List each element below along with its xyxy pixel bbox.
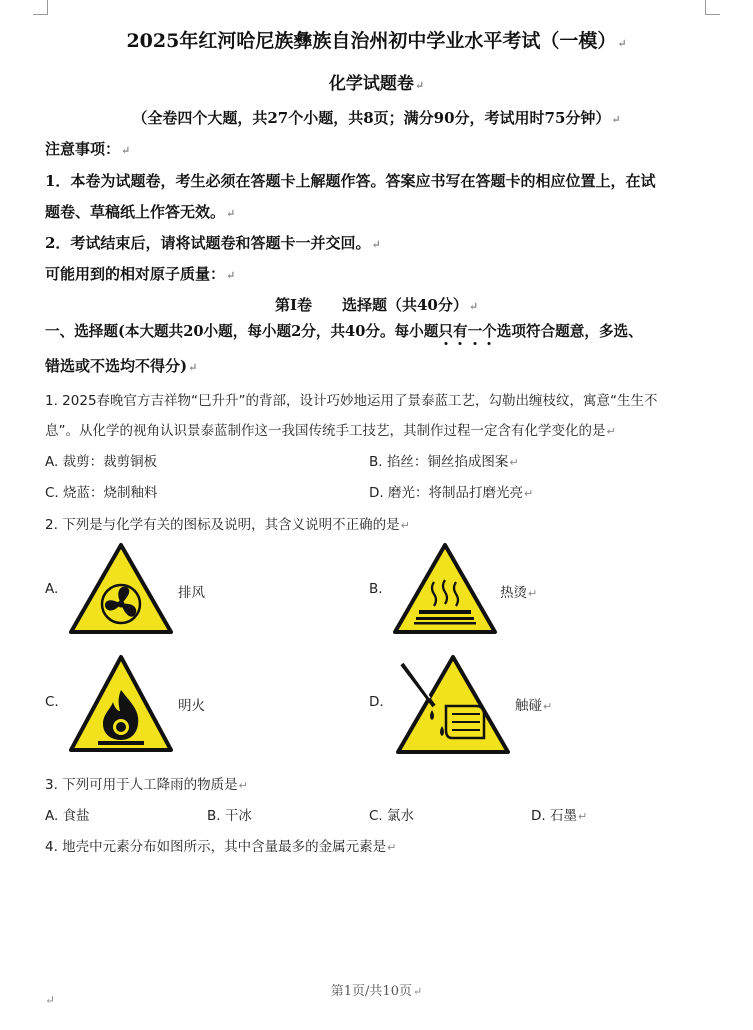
q2-option-d-letter: D. <box>369 694 384 710</box>
section-1-instructions-line-2: 错选或不选均不得分)↵ <box>45 357 198 375</box>
exam-title: 2025年红河哈尼族彝族自治州初中学业水平考试（一模）↵ <box>126 30 627 52</box>
exam-info: （全卷四个大题，共27个小题，共8页；满分90分，考试用时75分钟）↵ <box>132 109 621 127</box>
section-1-heading: 第Ⅰ卷 选择题（共40分）↵ <box>274 296 479 314</box>
crop-mark-right <box>705 0 720 15</box>
q2-option-b-caption: 热烫↵ <box>500 585 538 601</box>
atomic-mass-label: 可能用到的相对原子质量：↵ <box>45 265 236 283</box>
note-1-line-2: 题卷、草稿纸上作答无效。↵ <box>45 203 236 221</box>
open-flame-icon <box>68 654 174 754</box>
notes-heading: 注意事项：↵ <box>45 140 131 158</box>
q4-stem: 4. 地壳中元素分布如图所示，其中含量最多的金属元素是↵ <box>45 839 397 855</box>
q3-option-b: B. 干冰 <box>207 808 252 824</box>
q2-option-a-caption: 排风 <box>178 585 205 601</box>
q2-stem: 2. 下列是与化学有关的图标及说明，其含义说明不正确的是↵ <box>45 517 410 533</box>
q2-option-c-letter: C. <box>45 694 59 710</box>
emphasis-dotted-text <box>438 323 496 340</box>
q2-option-d-caption: 触碰↵ <box>515 698 553 714</box>
q1-option-a: A. 裁剪：裁剪铜板 <box>45 454 158 470</box>
emphasis-char: 有 <box>452 323 468 340</box>
q2-option-a-letter: A. <box>45 581 59 597</box>
q3-option-a: A. 食盐 <box>45 808 90 824</box>
q3-option-d: D. 石墨↵ <box>531 808 588 824</box>
q3-stem: 3. 下列可用于人工降雨的物质是↵ <box>45 777 248 793</box>
q3-option-c: C. 氯水 <box>369 808 415 824</box>
q1-option-b: B. 掐丝：铜丝掐成图案↵ <box>369 454 519 470</box>
q1-option-c: C. 烧蓝：烧制釉料 <box>45 485 158 501</box>
page-number: 第1页/共10页↵ <box>330 984 423 999</box>
q1-stem-line-1: 1. 2025春晚官方吉祥物“巳升升”的背部，设计巧妙地运用了景泰蓝工艺，勾勒出缠枝纹，寓意“生生不 <box>45 393 658 409</box>
q2-option-b-letter: B. <box>369 581 383 597</box>
note-2: 2．考试结束后，请将试题卷和答题卡一并交回。↵ <box>45 234 381 252</box>
note-1-line-1: 1．本卷为试题卷，考生必须在答题卡上解题作答。答案应书写在答题卡的相应位置上，在试 <box>45 172 656 190</box>
corrosive-icon <box>394 654 512 756</box>
emphasis-char: 个 <box>482 323 497 340</box>
q2-option-c-caption: 明火 <box>178 698 205 714</box>
emphasis-char: 一 <box>467 323 483 340</box>
hot-surface-icon <box>392 542 498 636</box>
section-1-instructions: 一、选择题(本大题共20小题，每小题2分，共40分。每小题只有一个选项符合题意，多选、 <box>45 323 643 340</box>
q1-stem-line-2: 息”。从化学的视角认识景泰蓝制作这一我国传统手工技艺，其制作过程一定含有化学变化的是↵ <box>45 423 616 439</box>
paragraph-mark: ↵ <box>45 993 56 1007</box>
q1-option-d: D. 磨光：将制品打磨光亮↵ <box>369 485 534 501</box>
emphasis-char: 只 <box>438 323 453 340</box>
paper-subtitle: 化学试题卷↵ <box>328 74 425 94</box>
crop-mark-left <box>33 0 48 15</box>
ventilation-fan-icon <box>68 542 174 636</box>
